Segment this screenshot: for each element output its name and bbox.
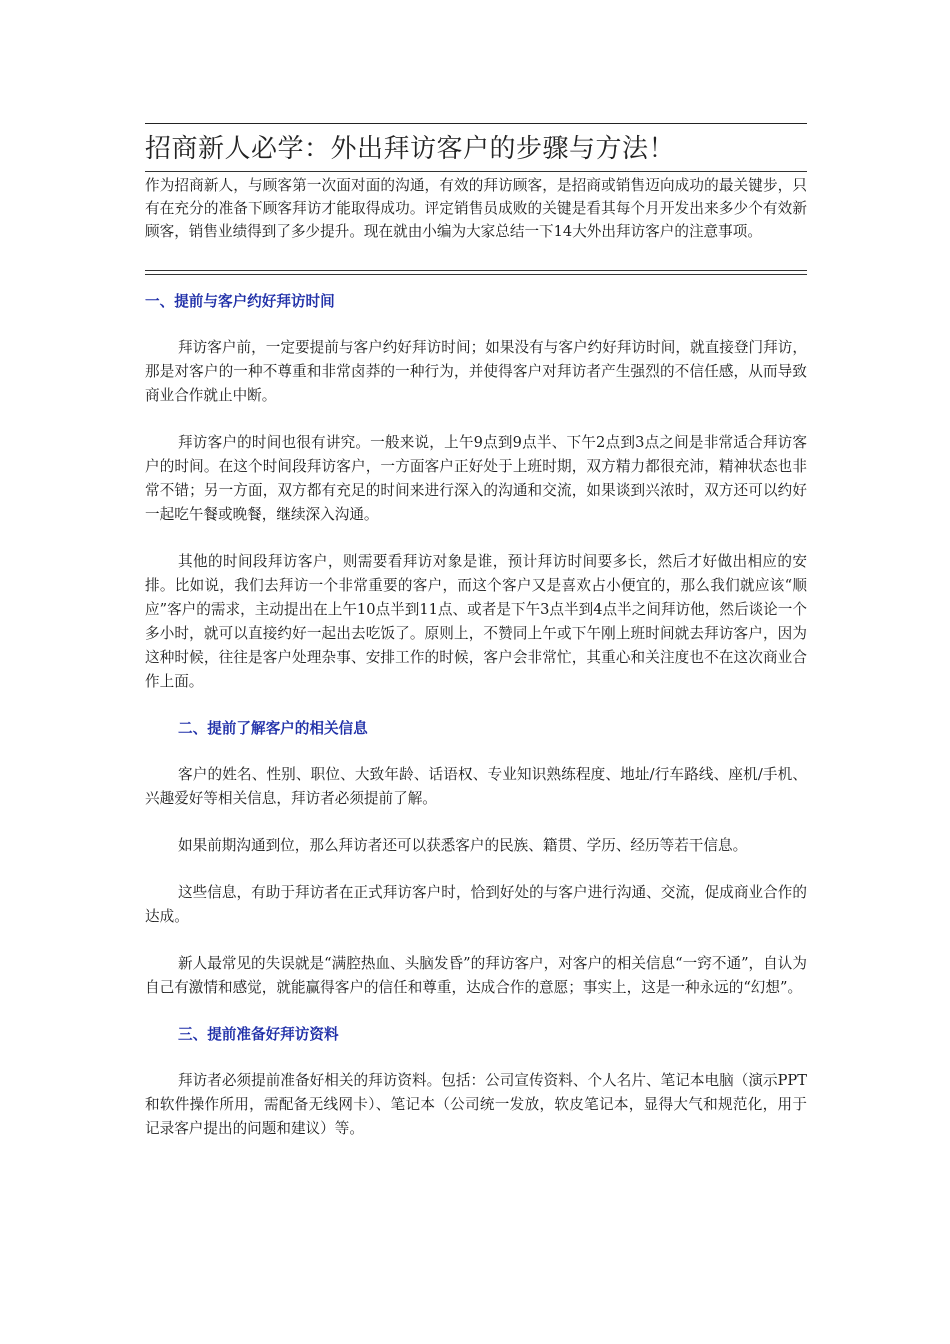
- section-1-paragraph-2: 拜访客户的时间也很有讲究。一般来说，上午9点到9点半、下午2点到3点之间是非常适合拜访客户的时间。在这个时间段拜访客户，一方面客户正好处于上班时期，双方精力都很充沛，精神状态也非常不错；另一方面，双方都有充足的时间来进行深入的沟通和交流，如果谈到兴浓时，双方还可以约好一起吃午餐或晚餐，继续深入沟通。: [145, 434, 807, 523]
- article-body: [145, 290, 807, 1164]
- section-3-paragraph-1: 拜访者必须提前准备好相关的拜访资料。包括：公司宣传资料、个人名片、笔记本电脑（演示PPT和软件操作所用，需配备无线网卡）、笔记本（公司统一发放，软皮笔记本，显得大气和规范化，用于记录客户提出的问题和建议）等。: [145, 1072, 807, 1137]
- top-rule: [145, 123, 807, 124]
- section-2-paragraph-1: 客户的姓名、性别、职位、大致年龄、话语权、专业知识熟练程度、地址/行车路线、座机/手机、兴趣爱好等相关信息，拜访者必须提前了解。: [145, 766, 807, 807]
- section-heading-1: 一、提前与客户约好拜访时间: [145, 293, 335, 310]
- section-1-paragraph-3: 其他的时间段拜访客户，则需要看拜访对象是谁，预计拜访时间要多长，然后才好做出相应的安排。比如说，我们去拜访一个非常重要的客户，而这个客户又是喜欢占小便宜的，那么我们就应该“顺应”客户的需求，主动提出在上午10点半到11点、或者是下午3点半到4点半之间拜访他，然后谈论一个多小时，就可以直接约好一起出去吃饭了。原则上，不赞同上午或下午刚上班时间就去拜访客户，因为这种时候，往往是客户处理杂事、安排工作的时候，客户会非常忙，其重心和关注度也不在这次商业合作上面。: [145, 553, 807, 690]
- section-heading-3: 三、提前准备好拜访资料: [178, 1026, 339, 1043]
- title-underline: [145, 171, 807, 172]
- section-1-paragraph-1: 拜访客户前，一定要提前与客户约好拜访时间；如果没有与客户约好拜访时间，就直接登门拜访，那是对客户的一种不尊重和非常卤莽的一种行为，并使得客户对拜访者产生强烈的不信任感，从而导致商业合作就止中断。: [145, 339, 807, 404]
- section-2-paragraph-3: 这些信息，有助于拜访者在正式拜访客户时，恰到好处的与客户进行沟通、交流，促成商业合作的达成。: [145, 884, 807, 925]
- section-2-paragraph-4: 新人最常见的失误就是“满腔热血、头脑发昏”的拜访客户，对客户的相关信息“一窍不通”，自认为自己有激情和感觉，就能赢得客户的信任和尊重，达成合作的意愿；事实上，这是一种永远的“幻想”。: [145, 955, 807, 996]
- intro-paragraph: 作为招商新人，与顾客第一次面对面的沟通，有效的拜访顾客，是招商或销售迈向成功的最关键步，只有在充分的准备下顾客拜访才能取得成功。评定销售员成败的关键是看其每个月开发出来多少个有效新顾客，销售业绩得到了多少提升。现在就由小编为大家总结一下14大外出拜访客户的注意事项。: [145, 177, 807, 240]
- intro-double-rule: [145, 270, 807, 275]
- section-heading-2: 二、提前了解客户的相关信息: [178, 720, 368, 737]
- article-title: 招商新人必学：外出拜访客户的步骤与方法！: [145, 134, 676, 164]
- section-2-paragraph-2: 如果前期沟通到位，那么拜访者还可以获悉客户的民族、籍贯、学历、经历等若干信息。: [178, 837, 748, 854]
